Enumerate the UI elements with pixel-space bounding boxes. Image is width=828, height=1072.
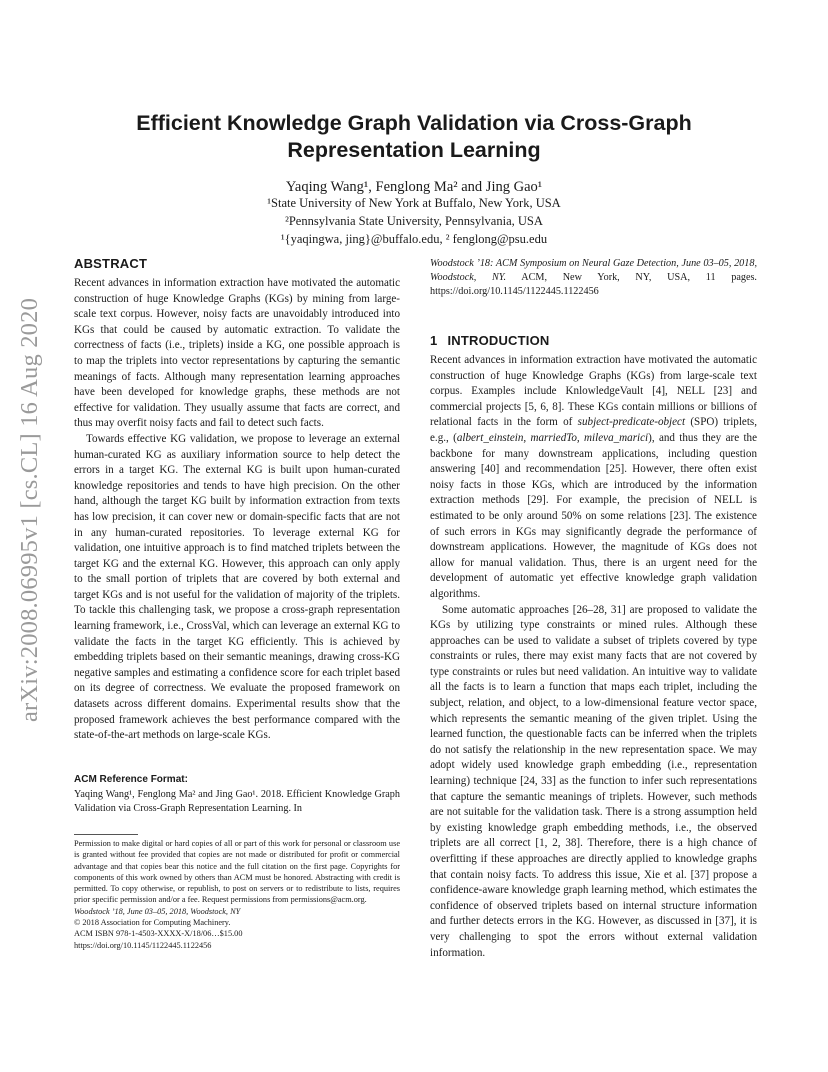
intro-italic-example: albert_einstein, marriedTo, mileva_marici [456, 431, 649, 444]
abstract-heading: ABSTRACT [74, 256, 148, 271]
author-emails: ¹{yaqingwa, jing}@buffalo.edu, ² fenglong@psu.edu [280, 232, 548, 246]
abstract-body [74, 276, 400, 744]
footnote-rule [74, 834, 138, 835]
footnote-doi: https://doi.org/10.1145/1122445.1122456 [74, 940, 212, 950]
intro-text-a: Recent advances in information extraction have motivated the automatic construction of huge Knowledge Graphs (KGs) from large-scale text corpus. Examples include KnlowledgeVault [4], NELL [23] and commercial projects [5, 6, 8]. These KGs contain millions or billions of relational facts in the form of [430, 354, 757, 429]
acm-reference-heading: ACM Reference Format: [74, 774, 188, 785]
copyright-footnote [74, 838, 400, 951]
footnote-isbn: ACM ISBN 978-1-4503-XXXX-X/18/06…$15.00 [74, 929, 243, 939]
authors: Yaqing Wang¹, Fenglong Ma² and Jing Gao¹ [285, 179, 543, 195]
title-line-1: Efficient Knowledge Graph Validation via Cross-Graph [136, 111, 692, 135]
intro-italic-spo: subject-predicate-object [577, 416, 686, 429]
acm-reference-venue: Woodstock ’18: ACM Symposium on Neural Gaze Detection, June 03–05, 2018, Woodstock, NY. [430, 258, 757, 283]
section-number: 1 [430, 333, 438, 348]
affiliations [74, 194, 754, 248]
section-title: INTRODUCTION [447, 333, 550, 348]
introduction-body [430, 353, 757, 961]
permission-notice: Permission to make digital or hard copies of all or part of this work for personal or classroom use is granted without fee provided that copies are not made or distributed for profit or commercial advantage and that copies bear this notice and the full citation on the first page. Copyrights for components of this work owned by others than ACM must be honored. Abstracting with credit is permitted. To copy otherwise, or republish, to post on servers or to redistribute to lists, requires prior specific permission and/or a fee. Request permissions from permissions@acm.org. [74, 839, 400, 905]
acm-reference-left: Yaqing Wang¹, Fenglong Ma² and Jing Gao¹. 2018. Efficient Knowledge Graph Validation via Cross-Graph Representation Learning. In [74, 789, 400, 814]
paper-title [74, 110, 754, 164]
affiliation-buffalo: ¹State University of New York at Buffalo, New York, USA [267, 196, 561, 210]
footnote-venue: Woodstock ’18, June 03–05, 2018, Woodstock, NY [74, 906, 241, 916]
acm-reference-right [430, 257, 757, 299]
footnote-copyright: © 2018 Association for Computing Machinery. [74, 918, 231, 928]
introduction-paragraph-1 [430, 353, 757, 603]
acm-reference-details: ACM, New York, NY, USA, 11 pages. https://doi.org/10.1145/1122445.1122456 [430, 272, 757, 297]
intro-text-b: (SPO) triplets, e.g., ( [430, 416, 757, 444]
introduction-heading [430, 333, 550, 349]
introduction-paragraph-2: Some automatic approaches [26–28, 31] are proposed to validate the KGs by utilizing type constraints or mined rules. Although these approaches can be used to validate a subset of triplets covered by type constraints or rules, there may exist many facts that are not covered by type constraints or rules but need validation. An intuitive way to validate all the facts is to learn a function that maps each triplet, including the subject, relation, and object, to a low-dimensional feature vector space, which represents the semantic meaning of the given triplet. Using the learned function, the questionable facts can be inferred when the triplets do not satisfy the relationship in the new representation space. We may adopt widely used knowledge graph embedding (i.e., representation learning) technique [24, 33] as the function to infer such representations that capture the semantic meanings of triplets. However, such methods are not suitable for the validation task. There is a strong assumption held by existing knowledge graph embedding methods, i.e., the observed triplets are all correct [1, 2, 38]. Therefore, there is a high chance of overfitting if these approaches are directly applied to knowledge graphs that contain noisy facts. To address this issue, Xie et al. [37] propose a confidence-aware knowledge graph learning method, which estimates the confidence of observed triplets based on internal structure information and further detects errors in the KG. However, as discussed in [37], it is very challenging to spot the errors without external validation information. [430, 603, 757, 959]
arxiv-stamp: arXiv:2008.06995v1 [cs.CL] 16 Aug 2020 [16, 297, 43, 723]
intro-text-c: ), and thus they are the backbone for many downstream applications, including question answering [40] and recommendation [25]. However, there often exist noisy facts in those KGs, which are introduced by the information extraction methods [29]. For example, the precision of NELL is estimated to be only around 50% on some relations [23]. The existence of such errors in KGs may significantly degrade the performance of downstream applications. However, the magnitude of KGs does not allow for manual validation. Thus, there is an urgent need for the development of automatic yet effective knowledge graph validation algorithms. [430, 431, 758, 600]
abstract-paragraph-2: Towards effective KG validation, we propose to leverage an external human-curated KG as auxiliary information source to help detect the errors in a target KG. The external KG is built upon human-curated knowledge repositories and tends to have high precision. On the other hand, although the target KG built by information extraction from texts has low precision, it can cover new or domain-specific facts that are not in any human-curated repositories. To leverage external KG for validation, one intuitive approach is to find matched triplets between the target KG and the external KG. However, this approach can only apply to the small portion of triplets that are covered by both external and target KGs and is not useful for the validation of majority of the triplets. To tackle this challenging task, we propose a cross-graph representation learning framework, i.e., CrossVal, which can leverage an external KG to validate the facts in the target KG efficiently. This is achieved by embedding triplets based on their semantic meanings, drawing cross-KG negative samples and estimating a confidence score for each triplet based on its degree of correctness. We evaluate the proposed framework on datasets across different domains. Experimental results show that the proposed framework achieves the best performance compared with the state-of-the-art methods on large-scale KGs. [74, 432, 400, 742]
title-line-2: Representation Learning [287, 138, 541, 162]
affiliation-psu: ²Pennsylvania State University, Pennsylvania, USA [285, 214, 543, 228]
abstract-paragraph-1: Recent advances in information extraction have motivated the automatic construction of huge Knowledge Graphs (KGs) by mining from large-scale text corpus. However, noisy facts are unavoidably introduced into KGs that could be caused by automatic extraction. To validate the correctness of facts (i.e., triplets) inside a KG, one possible approach is to map the triplets into vector representations by capturing the semantic meanings of facts. Although many representation learning approaches have been developed for knowledge graphs, these methods are not effective for validation. They usually assume that facts are correct, and thus may overfit noisy facts and fail to detect such facts. [74, 277, 400, 430]
